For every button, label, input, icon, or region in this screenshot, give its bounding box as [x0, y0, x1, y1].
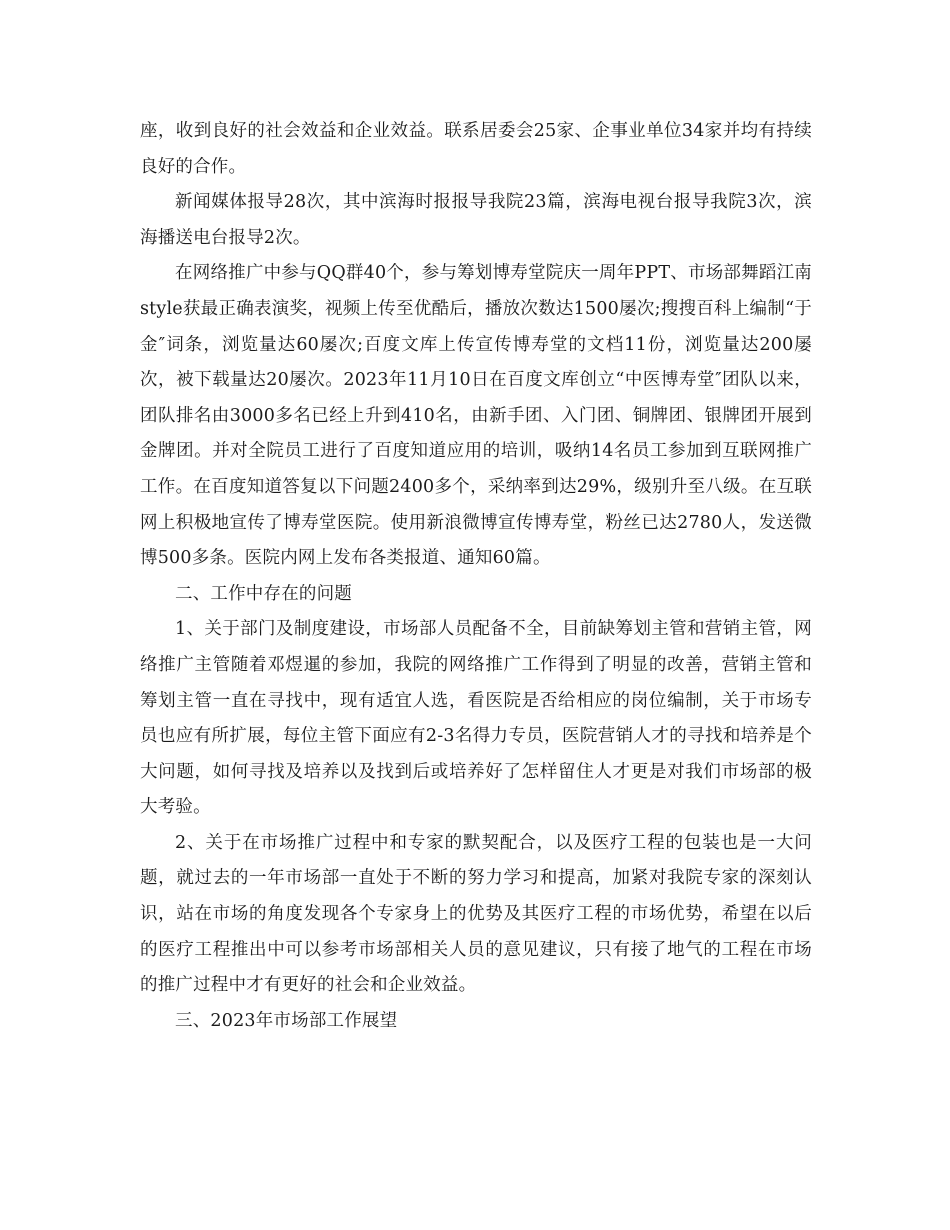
section-heading-problems: 二、工作中存在的问题	[175, 583, 352, 604]
paragraph-problem-2: 2、关于在市场推广过程中和专家的默契配合，以及医疗工程的包装也是一大问题，就过去的一年市场部一直处于不断的努力学习和提高，加紧对我院专家的深刻认识，站在市场的角度发现各个专家身上的优势及其医疗工程的市场优势，希望在以后的医疗工程推出中可以参考市场部相关人员的意见建议，只有接了地气的工程在市场的推广过程中才有更好的社会和企业效益。	[140, 832, 812, 996]
paragraph-continuation: 座，收到良好的社会效益和企业效益。联系居委会25家、企事业单位34家并均有持续良好的合作。	[140, 121, 812, 177]
paragraph-problem-1: 1、关于部门及制度建设，市场部人员配备不全，目前缺筹划主管和营销主管，网络推广主管随着邓煜暹的参加，我院的网络推广工作得到了明显的改善，营销主管和筹划主管一直在寻找中，现有适宜人选，看医院是否给相应的岗位编制，关于市场专员也应有所扩展，每位主管下面应有2-3名得力专员，医院营销人才的寻找和培养是个大问题，如何寻找及培养以及找到后或培养好了怎样留住人才更是对我们市场部的极大考验。	[140, 619, 812, 818]
section-heading-outlook: 三、2023年市场部工作展望	[175, 1010, 398, 1031]
paragraph-online-promotion: 在网络推广中参与QQ群40个，参与筹划博寿堂院庆一周年PPT、市场部舞蹈江南style获最正确表演奖，视频上传至优酷后，播放次数达1500屡次;搜搜百科上编制“于金″词条，浏览量达60屡次;百度文库上传宣传博寿堂的文档11份，浏览量达200屡次，被下载量达20屡次。2023年11月10日在百度文库创立“中医博寿堂″团队以来，团队排名由3000多名已经上升到410名，由新手团、入门团、铜牌团、银牌团开展到金牌团。并对全院员工进行了百度知道应用的培训，吸纳14名员工参加到互联网推广工作。在百度知道答复以下问题2400多个，采纳率到达29%，级别升至八级。在互联网上积极地宣传了博寿堂医院。使用新浪微博宣传博寿堂，粉丝已达2780人，发送微博500多条。医院内网上发布各类报道、通知60篇。	[140, 263, 812, 569]
paragraph-media-reports: 新闻媒体报导28次，其中滨海时报报导我院23篇，滨海电视台报导我院3次，滨海播送电台报导2次。	[140, 192, 812, 248]
document-body	[140, 114, 812, 1039]
